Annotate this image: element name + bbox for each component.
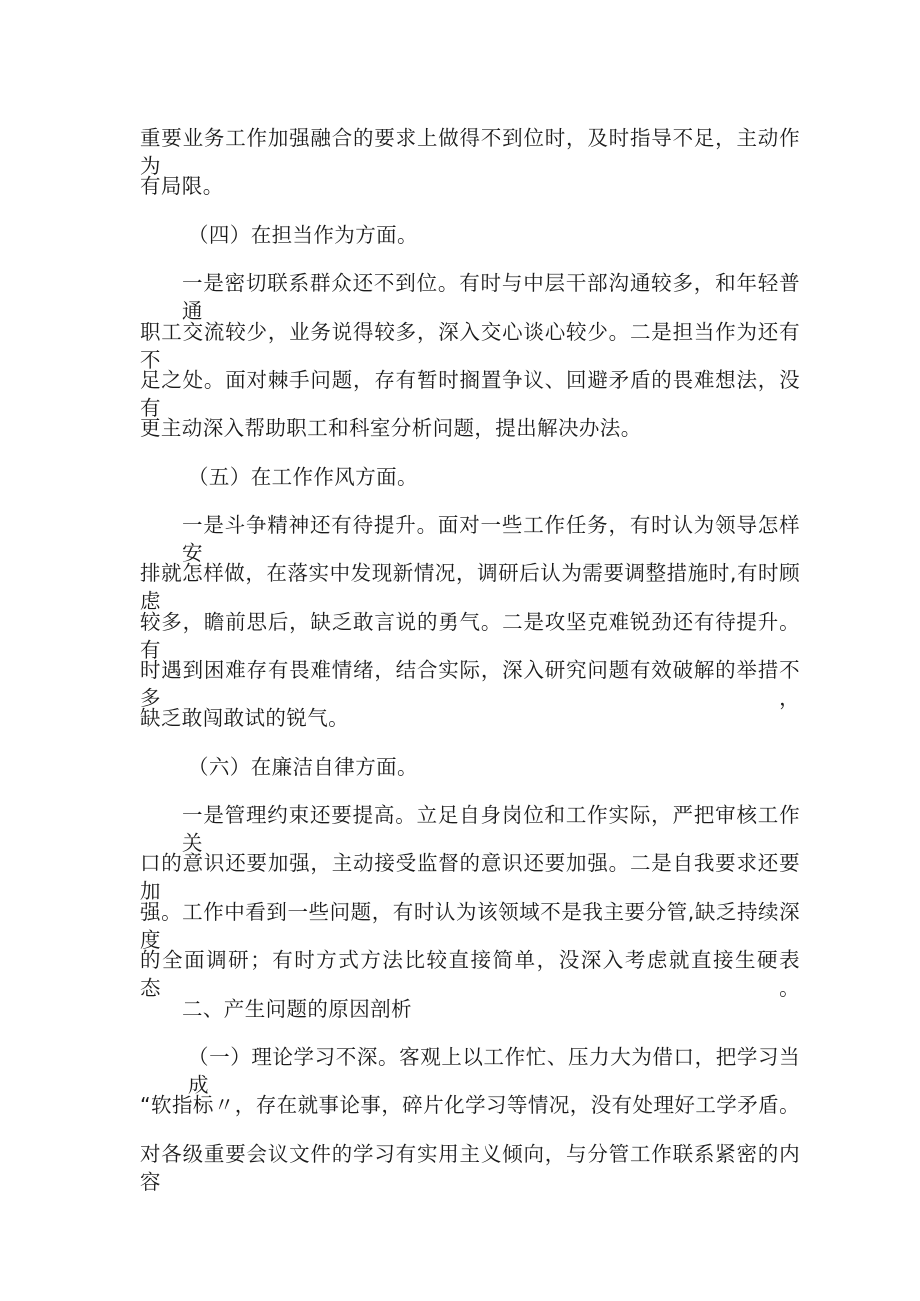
paragraph-line: 对各级重要会议文件的学习有实用主义倾向，与分管工作联系紧密的内容: [140, 1142, 800, 1194]
paragraph-line: 的全面调研；有时方式方法比较直接简单，没深入考虑就直接生硬表态。: [140, 948, 800, 1000]
section-heading: （四）在担当作为方面。: [188, 223, 418, 247]
paragraph-line: 缺乏敢闯敢试的锐气。: [140, 706, 349, 730]
paragraph-line: 重要业务工作加强融合的要求上做得不到位时，及时指导不足，主动作为: [140, 126, 800, 178]
paragraph-line: 排就怎样做，在落实中发现新情况，调研后认为需要调整措施时,有时顾虑: [140, 561, 800, 613]
paragraph-line: （一）理论学习不深。客观上以工作忙、压力大为借口，把学习当成: [188, 1045, 800, 1097]
paragraph-line: 有局限。: [140, 174, 224, 198]
paragraph-line: 一是斗争精神还有待提升。面对一些工作任务，有时认为领导怎样安: [182, 513, 800, 565]
paragraph-line: 更主动深入帮助职工和科室分析问题，提出解决办法。: [140, 416, 642, 440]
paragraph-line: 一是管理约束还要提高。立足自身岗位和工作实际，严把审核工作关: [182, 803, 800, 855]
paragraph-line: 强。工作中看到一些问题，有时认为该领域不是我主要分管,缺乏持续深度: [140, 900, 800, 952]
section-heading: （五）在工作作风方面。: [188, 465, 418, 489]
paragraph-line: 时遇到困难存有畏难情绪，结合实际，深入研究问题有效破解的举措不多，: [140, 658, 800, 710]
paragraph-line: “软指标〃，存在就事论事，碎片化学习等情况，没有处理好工学矛盾。: [140, 1093, 800, 1117]
paragraph-line: 较多，瞻前思后，缺乏敢言说的勇气。二是攻坚克难锐劲还有待提升。有: [140, 610, 800, 662]
paragraph-line: 一是密切联系群众还不到位。有时与中层干部沟通较多，和年轻普通: [182, 271, 800, 323]
paragraph-line: 口的意识还要加强，主动接受监督的意识还要加强。二是自我要求还要加: [140, 851, 800, 903]
chapter-heading: 二、产生问题的原因剖析: [182, 997, 412, 1021]
paragraph-line: 职工交流较少，业务说得较多，深入交心谈心较少。二是担当作为还有不: [140, 320, 800, 372]
paragraph-line: 足之处。面对棘手问题，存有暂时搁置争议、回避矛盾的畏难想法，没有: [140, 368, 800, 420]
section-heading: （六）在廉洁自律方面。: [188, 755, 418, 779]
